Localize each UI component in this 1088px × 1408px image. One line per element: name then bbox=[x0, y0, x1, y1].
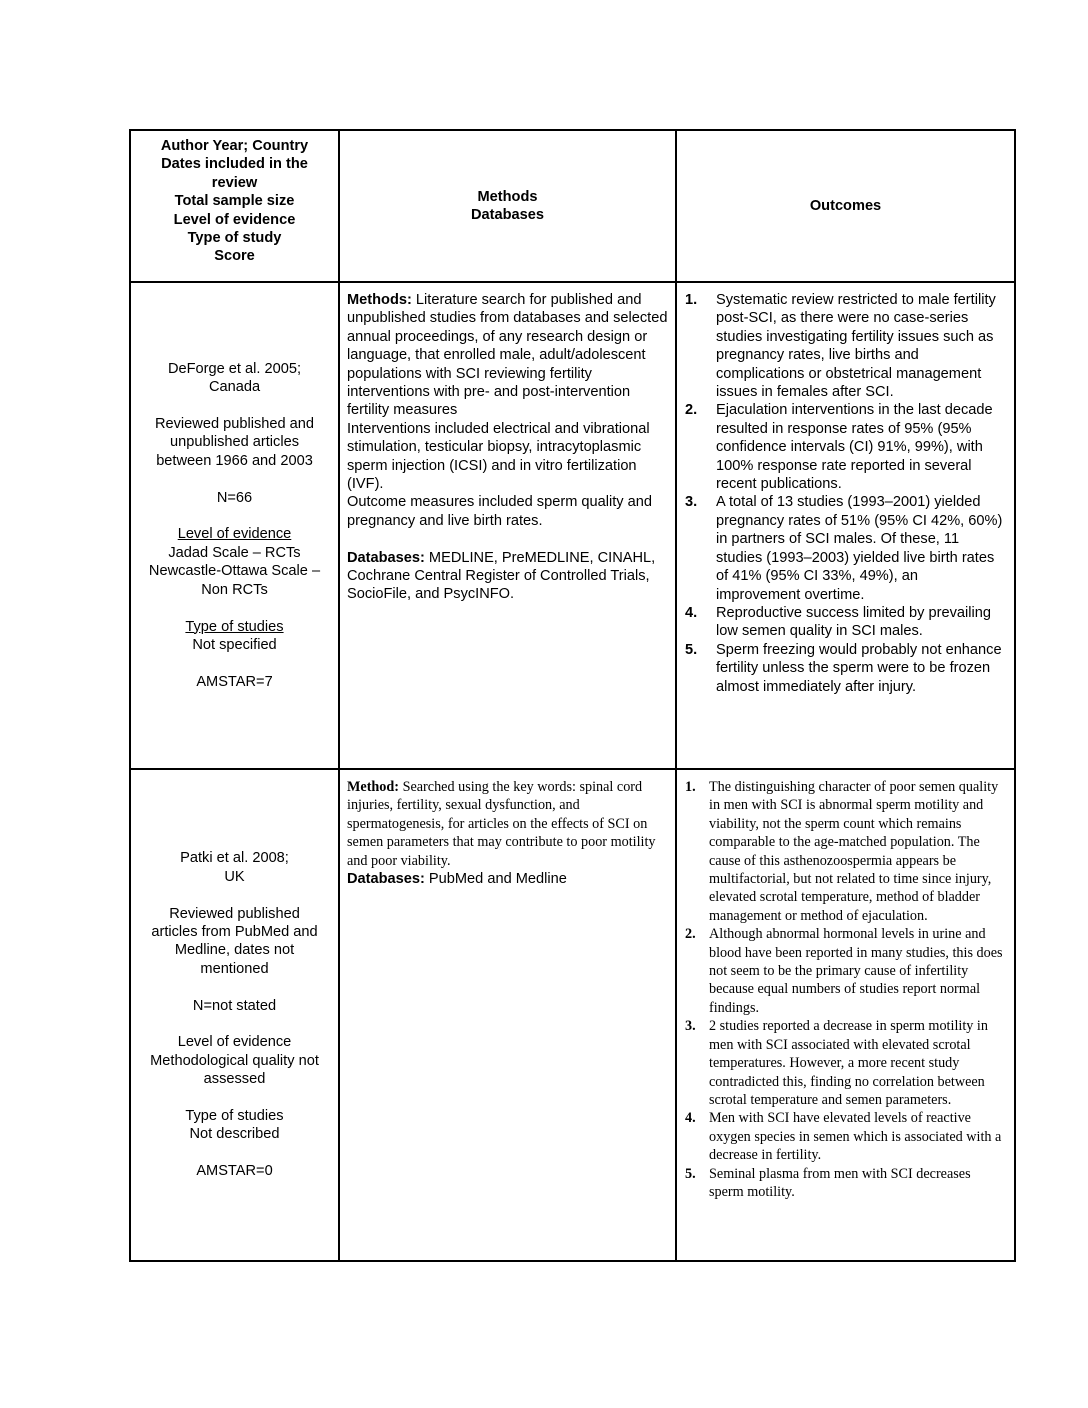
level-of-evidence bbox=[137, 525, 332, 599]
item-number: 3. bbox=[685, 1018, 696, 1035]
sample-size: N=not stated bbox=[192, 997, 277, 1014]
methods-cell bbox=[339, 769, 676, 1261]
header-methods-line: Databases bbox=[470, 207, 544, 223]
header-outcomes-line: Outcomes bbox=[809, 197, 882, 214]
item-number: 2. bbox=[685, 402, 698, 419]
item-number: 5. bbox=[685, 1165, 696, 1182]
evidence-label: Level of evidence bbox=[177, 1034, 292, 1051]
list-item bbox=[685, 1017, 1006, 1109]
databases-paragraph bbox=[347, 549, 669, 604]
dates-line: Reviewed published and bbox=[154, 416, 315, 433]
table-row bbox=[130, 282, 1015, 769]
header-author-line: Author Year; Country bbox=[160, 138, 309, 154]
evidence-line: Non RCTs bbox=[201, 581, 268, 598]
list-item bbox=[685, 291, 1006, 401]
list-item bbox=[685, 401, 1006, 493]
dates-line: Reviewed published bbox=[169, 905, 300, 922]
item-number: 1. bbox=[685, 779, 696, 795]
amstar-score: AMSTAR=0 bbox=[196, 1163, 273, 1180]
methods-label: Method: bbox=[347, 779, 400, 795]
header-author-line: Total sample size bbox=[174, 193, 295, 210]
header-author-line: Type of study bbox=[187, 230, 282, 247]
list-item bbox=[685, 493, 1006, 603]
level-of-evidence bbox=[137, 1033, 332, 1088]
header-methods bbox=[339, 130, 676, 282]
list-item bbox=[685, 1165, 1006, 1202]
item-text: Men with SCI have elevated levels of reactive oxygen species in semen which is associated with a decrease in fertility. bbox=[709, 1110, 1002, 1164]
outcomes-cell bbox=[676, 282, 1015, 769]
dates-line: articles from PubMed and bbox=[151, 923, 318, 940]
list-item bbox=[685, 604, 1006, 641]
list-item bbox=[685, 778, 1006, 925]
author-cell bbox=[130, 769, 339, 1261]
item-number: 3. bbox=[685, 494, 698, 511]
type-value: Not specified bbox=[192, 636, 277, 653]
outcome-measures-text: Outcome measures included sperm quality and pregnancy and live birth rates. bbox=[347, 494, 653, 529]
outcomes-list bbox=[685, 778, 1006, 1201]
dates-included bbox=[137, 905, 332, 979]
header-author-line: Level of evidence bbox=[173, 211, 296, 228]
header-author-line: Score bbox=[214, 248, 255, 265]
item-number: 5. bbox=[685, 641, 698, 658]
header-methods-line: Methods bbox=[477, 188, 538, 205]
citation-line: Patki et al. 2008; bbox=[180, 850, 289, 867]
header-author bbox=[130, 130, 339, 282]
item-text: Systematic review restricted to male fertility post-SCI, as there were no case-series studies investigating fertility issues such as pregnancy rates, live births and complications or obstetrical management issues in females after SCI. bbox=[716, 292, 996, 401]
item-text: Reproductive success limited by prevailing low semen quality in SCI males. bbox=[716, 604, 991, 640]
dates-line: mentioned bbox=[200, 960, 269, 977]
item-text: 2 studies reported a decrease in sperm motility in men with SCI associated with elevated scrotal temperatures. However, a more recent study contradicted this, finding no correlation between scrotal temperature and semen parameters. bbox=[709, 1018, 988, 1108]
databases-label: Databases: bbox=[347, 549, 425, 566]
dates-line: unpublished articles bbox=[170, 434, 299, 451]
list-item bbox=[685, 925, 1006, 1017]
methods-paragraph bbox=[347, 291, 669, 420]
list-item bbox=[685, 1109, 1006, 1164]
item-text: The distinguishing character of poor semen quality in men with SCI is abnormal sperm motility and viability, not the sperm count which remains comparable to the age-matched population. The cause of this asthenozoospermia appears be multifactorial, but not related to time since injury, elevated scrotal temperature, method of bladder management or method of ejaculation. bbox=[709, 779, 999, 924]
methods-paragraph bbox=[347, 778, 669, 870]
type-of-studies bbox=[137, 618, 332, 655]
evidence-line: Jadad Scale – RCTs bbox=[168, 544, 301, 561]
citation-line: UK bbox=[224, 868, 245, 885]
interventions-text: Interventions included electrical and vibrational stimulation, testicular biopsy, intracytoplasmic sperm injection (ICSI) and in vitro fertilization (IVF). bbox=[347, 420, 650, 493]
item-number: 4. bbox=[685, 1110, 696, 1127]
outcomes-list bbox=[685, 291, 1006, 696]
methods-text: Literature search for published and unpublished studies from databases and selected annual proceedings, of any research design or language, that enrolled male, adult/adolescent populations with SCI reviewing fertility interventions with pre- and post-intervention fertility measures bbox=[347, 292, 668, 419]
evidence-table bbox=[129, 129, 1016, 1262]
evidence-line: Methodological quality not bbox=[150, 1052, 319, 1069]
item-number: 4. bbox=[685, 604, 698, 621]
sample-size: N=66 bbox=[216, 489, 253, 506]
item-text: Ejaculation interventions in the last decade resulted in response rates of 95% (95% confidence intervals (CI) 91%, 99%), with 100% response rate reported in several recent publications. bbox=[716, 402, 993, 493]
list-item bbox=[685, 641, 1006, 696]
dates-included bbox=[137, 415, 332, 470]
databases-paragraph bbox=[347, 870, 669, 888]
methods-text: Searched using the key words: spinal cord injuries, fertility, sexual dysfunction, and spermatogenesis, for articles on the effects of SCI on semen parameters that may contribute to poor motility and poor viability. bbox=[347, 779, 656, 869]
amstar-score: AMSTAR=7 bbox=[196, 673, 273, 690]
databases-text: MEDLINE, PreMEDLINE, CINAHL, Cochrane Central Register of Controlled Trials, SocioFile, and PsycINFO. bbox=[347, 549, 656, 603]
header-row bbox=[130, 130, 1015, 282]
methods-cell bbox=[339, 282, 676, 769]
item-text: Although abnormal hormonal levels in urine and blood have been reported in many studies, this does not seem to be the primary cause of infertility because equal numbers of studies report normal findings. bbox=[709, 926, 1003, 1016]
header-author-line: Dates included in the review bbox=[161, 156, 308, 191]
databases-label: Databases: bbox=[347, 871, 425, 888]
type-label: Type of studies bbox=[185, 618, 284, 635]
type-label: Type of studies bbox=[185, 1108, 284, 1124]
dates-line: Medline, dates not bbox=[174, 942, 295, 959]
item-number: 1. bbox=[685, 292, 698, 308]
evidence-line: assessed bbox=[203, 1071, 266, 1088]
item-text: Sperm freezing would probably not enhance fertility unless the sperm were to be frozen almost immediately after injury. bbox=[716, 641, 1002, 695]
citation bbox=[137, 360, 332, 397]
dates-line: between 1966 and 2003 bbox=[156, 452, 313, 469]
outcomes-cell bbox=[676, 769, 1015, 1261]
type-of-studies bbox=[137, 1107, 332, 1144]
item-number: 2. bbox=[685, 926, 696, 943]
citation bbox=[137, 849, 332, 886]
evidence-line: Newcastle-Ottawa Scale – bbox=[148, 563, 321, 580]
databases-text: PubMed and Medline bbox=[424, 871, 567, 888]
citation-line: Canada bbox=[208, 379, 261, 396]
item-text: Seminal plasma from men with SCI decreases sperm motility. bbox=[709, 1165, 971, 1200]
author-cell bbox=[130, 282, 339, 769]
table-row bbox=[130, 769, 1015, 1261]
type-value: Not described bbox=[189, 1126, 280, 1143]
item-text: A total of 13 studies (1993–2001) yielded pregnancy rates of 51% (95% CI 42%, 60%) in partners of SCI males. Of these, 11 studies (1993–2003) yielded live birth rates of 41% (95% CI 33%, 49%), an improvement overtime. bbox=[716, 494, 1003, 603]
methods-label: Methods: bbox=[347, 292, 412, 308]
header-outcomes bbox=[676, 130, 1015, 282]
evidence-label: Level of evidence bbox=[177, 526, 292, 543]
citation-line: DeForge et al. 2005; bbox=[167, 360, 302, 377]
